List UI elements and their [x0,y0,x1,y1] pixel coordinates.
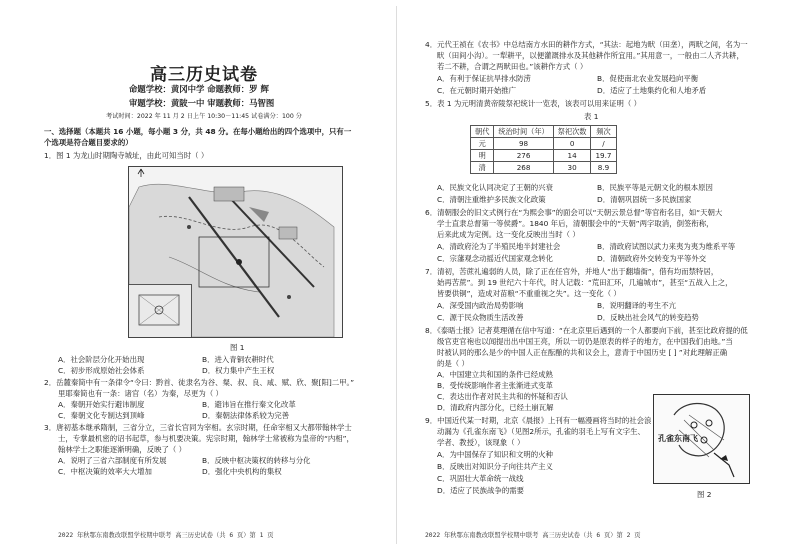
question-3-cont: 士，专掌最机密的诏书起草，参与机要决策。宪宗时期，翰林学士常被称为皇帝的“内相”， [58,434,354,443]
question-6-cont: 学士直隶总督第一等侯爵”。1840 年后，清朝服会中的“天朝”两字取消，倒签衔称， [437,219,714,228]
question-9-cont: 动漏为《孔雀东南飞》（见图2所示，孔雀的羽毛上写有文字生、 [437,427,645,436]
page-1-footer: 2022 年秋鄂东南教改联盟学校期中联考 高三历史试卷（共 6 页）第 1 页 [58,532,274,539]
question-9: 9．中国近代某一时期，北京《晨报》上刊有一幅漫画将当时的社会浪 [425,416,652,425]
question-8-cont: 级官吏官袍也以闻提出出中国王亮，所以一切仍是原表的样子的地方，在中国我们由地。”当 [437,337,733,346]
q1-option-c[interactable]: C．初步形成原始社会体系 [58,366,145,375]
q2-option-d[interactable]: D．秦朝法律体系较为完善 [202,411,289,420]
q5-option-d[interactable]: D．清朝巩固统一多民族国家 [597,195,692,204]
q7-option-c[interactable]: C．源于民众物质生活改善 [437,313,524,322]
table-cell: 明 [471,150,494,162]
question-9-cont2: 学者、教授），该现象（ ） [437,438,525,447]
question-6-cont2: 后来此成为定例。这一变化反映出当时（ ） [437,230,580,239]
q5-option-b[interactable]: B．民族平等是元朝文化的根本原因 [597,183,713,192]
question-7-cont2: 皆要供铜”，造成对苗粮“不重重视之失”。这一变化（ ） [437,289,621,298]
q1-option-b[interactable]: B．进入青铜农耕时代 [202,355,274,364]
exam-info: 考试时间：2022 年 11 月 2 日上午 10:30－11:45 试卷满分：100 分 [106,113,302,120]
question-6: 6．清朝服会的旧文式例行在“为熙会事”的面会可以“天朝云景总督”等官衔名目，如“天朝大 [425,208,723,217]
q6-option-a[interactable]: A．清政府沦为了半殖民地半封建社会 [437,242,561,251]
q7-option-d[interactable]: D．反映出社会风气的转变趋势 [597,313,699,322]
table-cell: / [591,138,616,150]
q4-option-b[interactable]: B．促使南北农业发展趋向平衡 [597,74,699,83]
q9-option-c[interactable]: C．巩固壮大革命统一战线 [437,474,524,483]
question-4-cont: 畎（田间小沟）。一犁耕平，以便灌溉排水及其他耕作所宜用。”其用意一，一般由二人齐共耕， [437,51,744,60]
table-cell: 276 [494,150,553,162]
table-1 [470,125,617,174]
question-2: 2．岳麓秦简中有一条律令“令曰：黔首、徒隶名为谷、粲、叔、良、咸、赋、欣、聚[阳]二甲。” [44,378,355,387]
table-cell: 14 [553,150,591,162]
q6-option-c[interactable]: C．宗藩观念动摇近代国家观念转化 [437,254,554,263]
table-cell: 19.7 [591,150,616,162]
question-4: 4．元代王祯在《农书》中总结南方水田的耕作方式，“其法：起地为畎（田垄），两畎之间，名为一 [425,40,748,49]
q7-option-a[interactable]: A．深受国内政治局势影响 [437,301,524,310]
question-8-cont3: 的是（ ） [437,359,469,368]
table-header-cell: 祭祀次数 [553,126,591,138]
q5-option-a[interactable]: A．民族文化认同决定了王朝的兴衰 [437,183,553,192]
q6-option-b[interactable]: B．清政府试图以武力来夷为夷为维系平等 [597,242,736,251]
inset-drawing [129,285,191,337]
q3-option-b[interactable]: B．反映中枢决策权的转移与分化 [202,456,311,465]
question-8: 8．《泰晤士报》记者莫理循在信中写道：“在北京里后遇到的一个人都要向下前，甚至比政府提的低 [425,326,748,335]
q6-option-d[interactable]: D．清朝政府外交转变为平等外交 [597,254,707,263]
q9-option-b[interactable]: B．反映出对知识分子向往共产主义 [437,462,553,471]
reviewer-line: 审题学校：黄陂一中 审题教师：马智图 [129,98,275,108]
q3-option-c[interactable]: C．中枢决策的效率大大增加 [58,467,152,476]
q8-option-d[interactable]: D．清政府内部分化，已经土崩瓦解 [437,403,554,412]
table-cell: 元 [471,138,494,150]
figure-1-map [128,166,343,338]
table-cell: 0 [553,138,591,150]
proposer-line: 命题学校：黄冈中学 命题教师：罗 辉 [129,84,269,94]
question-3-cont2: 翰林学士之职能逐渐明确，反映了（ ） [58,445,186,454]
table-1-caption: 表 1 [584,112,599,121]
q8-option-b[interactable]: B．受传统影响作者主张渐进式变革 [437,381,553,390]
q3-option-a[interactable]: A．说明了三省六部制度有所发展 [58,456,167,465]
section-heading-cont: 个选项是符合题目要求的） [44,138,133,147]
question-2-cont: 里耶秦简也有一条：诸官（名）为秦，尽更为（ ） [58,389,223,398]
question-8-cont2: 时被认同的那么是少的中国人正在酝酿的共和议会上，意青于中国历史 [ ] ”对此理解正确 [437,348,728,357]
q8-option-c[interactable]: C．表达出作者对民主共和的怀疑和否认 [437,392,568,401]
table-row [471,138,617,150]
table-row [471,150,617,162]
page-2-footer: 2022 年秋鄂东南教改联盟学校期中联考 高三历史试卷（共 6 页）第 2 页 [425,532,641,539]
table-header-row [471,126,617,138]
table-cell: 8.9 [591,162,616,174]
table-cell: 30 [553,162,591,174]
q5-option-c[interactable]: C．清朝注重维护多民族文化政策 [437,195,546,204]
question-4-cont2: 若二不耕，合谓之两畎田也。”该耕作方式（ ） [437,62,588,71]
exam-title: 高三历史试卷 [150,65,258,85]
question-3: 3．唐初基本继承隋制，三省分立，三省长官同为宰相。玄宗时期，任命宰相又大都带翰林学士 [44,423,352,432]
table-header-cell: 朝代 [471,126,494,138]
q3-option-d[interactable]: D．强化中央机构的集权 [202,467,282,476]
q2-option-b[interactable]: B．避讳旨在推行秦文化改革 [202,400,296,409]
q9-option-a[interactable]: A．为中国保存了知识和文明的火种 [437,450,553,459]
q7-option-b[interactable]: B．说明翻译的考生不亢 [597,301,676,310]
q4-option-c[interactable]: C．在元朝时期开始推广 [437,86,517,95]
question-5: 5．表 1 为元明清黄帝陵祭祀统计一览表，该表可以用来证明（ ） [425,99,642,108]
q2-option-c[interactable]: C．秦朝文化专制达到顶峰 [58,411,145,420]
table-cell: 268 [494,162,553,174]
table-row [471,162,617,174]
q4-option-d[interactable]: D．适应了土地集约化和人地矛盾 [597,86,707,95]
figure-2-cartoon [653,394,750,484]
table-header-cell: 统治时间（年） [494,126,553,138]
section-heading: 一、选择题（本题共 16 小题，每小题 3 分，共 48 分。在每小题给出的四个选项中，只有一 [44,127,352,136]
table-cell: 98 [494,138,553,150]
q9-option-d[interactable]: D．适应了民族战争的需要 [437,486,524,495]
q8-option-a[interactable]: A．中国建立共和国的条件已经成熟 [437,370,553,379]
question-7-cont: 始再苦蔗”。到 19 世纪六十年代，时人记载：“荒田汇环，几遍城市”，甚至“五战入上之， [437,278,733,287]
table-header-cell: 频次 [591,126,616,138]
map-inset [129,284,192,337]
question-1: 1．图 1 为龙山时期陶寺城址，由此可知当时（ ） [44,151,209,160]
figure-1-caption: 图 1 [230,343,245,352]
cartoon-caption: 孔雀东南飞 [658,433,698,443]
q1-option-a[interactable]: A．社会阶层分化开始出现 [58,355,145,364]
q4-option-a[interactable]: A．有利于保证抗旱排水防涝 [437,74,531,83]
q2-option-a[interactable]: A．秦朝开始实行避讳制度 [58,400,145,409]
table-cell: 清 [471,162,494,174]
question-7: 7．清初，苦蔗礼遍弱的人员，除了正在任官外，并地人“出于翻墙衙”，借有均而禁特居， [425,267,719,276]
q1-option-d[interactable]: D．权力集中产生王权 [202,366,275,375]
figure-2-caption: 图 2 [697,490,712,499]
